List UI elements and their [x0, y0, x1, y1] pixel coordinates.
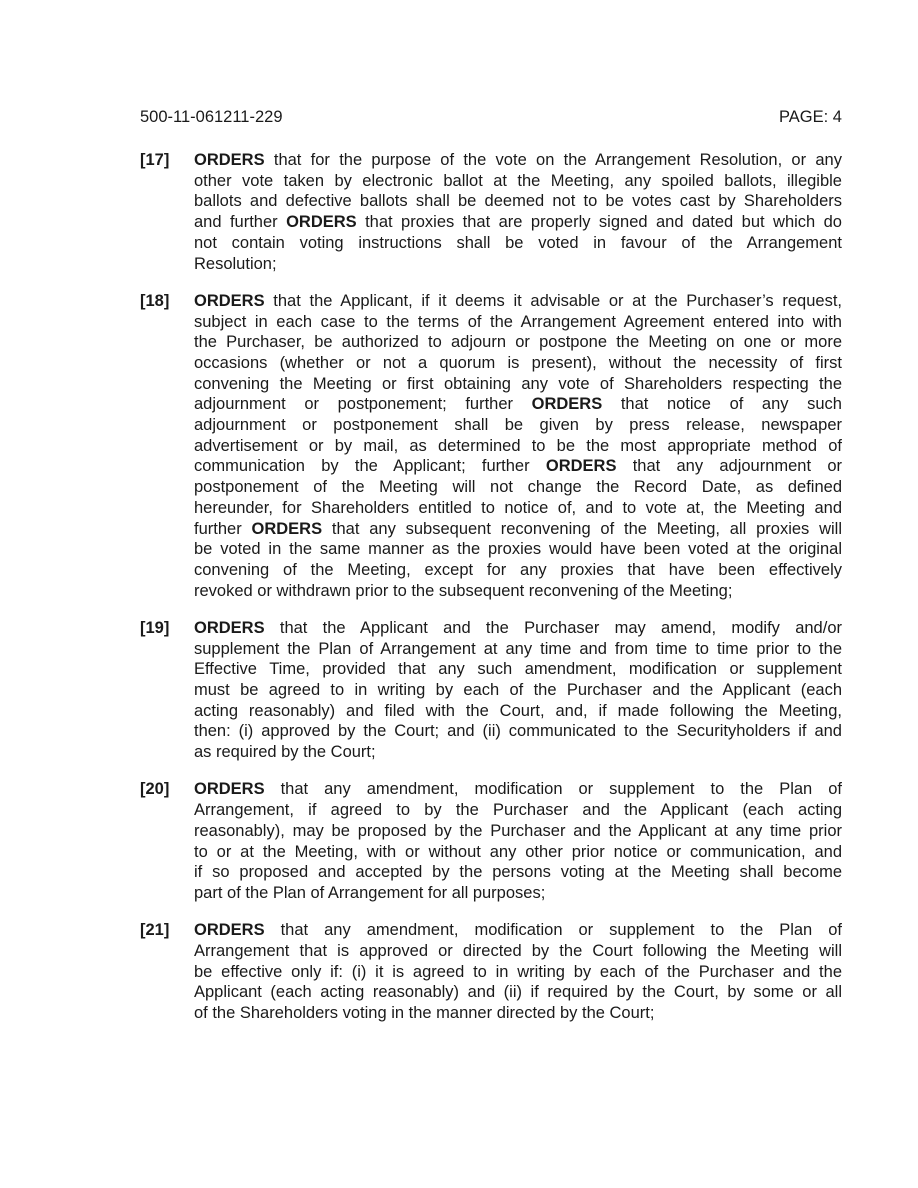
text-line: hereunder, for Shareholders entitled to notice of, and to vote at, the Meeting and	[194, 498, 842, 517]
orders-keyword: ORDERS	[194, 151, 265, 169]
text-line: be voted in the same manner as the proxies would have been voted at the original	[194, 540, 842, 559]
text-line: then: (i) approved by the Court; and (ii) communicated to the Securityholders if and	[194, 722, 842, 741]
orders-keyword: ORDERS	[194, 618, 265, 637]
paragraph-number: [18]	[140, 291, 170, 310]
text-line: communication by the Applicant; further ORDERS that any adjournment or	[194, 457, 842, 476]
orders-keyword: ORDERS	[545, 457, 617, 476]
text-line: advertisement or by mail, as determined to be the most appropriate method of	[194, 436, 842, 455]
paragraph	[140, 920, 842, 1024]
text-line: and further ORDERS that proxies that are properly signed and dated but which do	[194, 213, 842, 232]
text-line: ORDERS that any amendment, modification or supplement to the Plan of	[194, 921, 842, 940]
text-line: ORDERS that any amendment, modification or supplement to the Plan of	[194, 780, 842, 799]
paragraph	[140, 150, 842, 274]
orders-keyword: ORDERS	[194, 291, 265, 310]
text-line: convening of the Meeting, except for any proxies that have been effectively	[194, 560, 842, 579]
orders-keyword: ORDERS	[194, 780, 265, 799]
paragraph-text	[194, 291, 842, 602]
text-line: not contain voting instructions shall be voted in favour of the Arrangement	[194, 233, 842, 252]
text-line: ORDERS that for the purpose of the vote on the Arrangement Resolution, or any	[194, 151, 842, 169]
paragraph-text	[194, 779, 842, 903]
text-line: Applicant (each acting reasonably) and (ii) if required by the Court, by some or all	[194, 983, 842, 1002]
paragraph-number: [20]	[140, 780, 170, 799]
paragraph-number: [21]	[140, 921, 170, 940]
paragraph	[140, 291, 842, 602]
text-line: as required by the Court;	[194, 743, 376, 762]
text-line: supplement the Plan of Arrangement at any time and from time to time prior to the	[194, 639, 842, 658]
paragraph	[140, 779, 842, 903]
text-line: reasonably), may be proposed by the Purchaser and the Applicant at any time prior	[194, 821, 842, 840]
paragraph-number: [17]	[140, 151, 170, 169]
file-number: 500-11-061211-229	[140, 108, 283, 126]
orders-keyword: ORDERS	[286, 213, 357, 232]
paragraph-text	[194, 618, 842, 763]
text-line: ORDERS that the Applicant and the Purchaser may amend, modify and/or	[194, 618, 842, 637]
text-line: further ORDERS that any subsequent reconvening of the Meeting, all proxies will	[194, 519, 843, 538]
paragraph-text	[194, 920, 842, 1024]
text-line: acting reasonably) and filed with the Court, and, if made following the Meeting,	[194, 701, 842, 720]
text-line: be effective only if: (i) it is agreed to in writing by each of the Purchaser and the	[194, 962, 842, 981]
text-line: Arrangement, if agreed to by the Purchaser and the Applicant (each acting	[194, 801, 842, 820]
paragraph	[140, 618, 842, 763]
text-line: ballots and defective ballots shall be deemed not to be votes cast by Shareholders	[194, 192, 842, 211]
text-line: Resolution;	[194, 254, 277, 273]
document-body	[140, 150, 842, 1040]
text-line: occasions (whether or not a quorum is present), without the necessity of first	[194, 353, 842, 372]
text-line: if so proposed and accepted by the persons voting at the Meeting shall become	[194, 863, 842, 882]
text-line: part of the Plan of Arrangement for all purposes;	[194, 883, 546, 902]
text-line: adjournment or postponement shall be given by press release, newspaper	[194, 416, 842, 435]
page-number: PAGE: 4	[779, 108, 842, 126]
text-line: Effective Time, provided that any such amendment, modification or supplement	[194, 660, 842, 679]
text-line: of the Shareholders voting in the manner directed by the Court;	[194, 1004, 655, 1023]
orders-keyword: ORDERS	[531, 395, 603, 414]
text-line: postponement of the Meeting will not change the Record Date, as defined	[194, 478, 842, 497]
text-line: the Purchaser, be authorized to adjourn or postpone the Meeting on one or more	[194, 333, 842, 352]
text-line: convening the Meeting or first obtaining any vote of Shareholders respecting the	[194, 374, 842, 393]
text-line: ORDERS that the Applicant, if it deems it advisable or at the Purchaser’s request,	[194, 291, 842, 310]
orders-keyword: ORDERS	[194, 921, 265, 940]
text-line: adjournment or postponement; further ORDERS that notice of any such	[194, 395, 842, 414]
text-line: must be agreed to in writing by each of the Purchaser and the Applicant (each	[194, 681, 842, 700]
paragraph-number: [19]	[140, 618, 170, 637]
text-line: other vote taken by electronic ballot at the Meeting, any spoiled ballots, illegible	[194, 171, 842, 190]
text-line: to or at the Meeting, with or without any other prior notice or communication, and	[194, 842, 842, 861]
paragraph-text	[194, 150, 842, 274]
orders-keyword: ORDERS	[251, 519, 323, 538]
text-line: Arrangement that is approved or directed by the Court following the Meeting will	[194, 941, 842, 960]
text-line: subject in each case to the terms of the Arrangement Agreement entered into with	[194, 312, 842, 331]
text-line: revoked or withdrawn prior to the subsequent reconvening of the Meeting;	[194, 581, 733, 600]
